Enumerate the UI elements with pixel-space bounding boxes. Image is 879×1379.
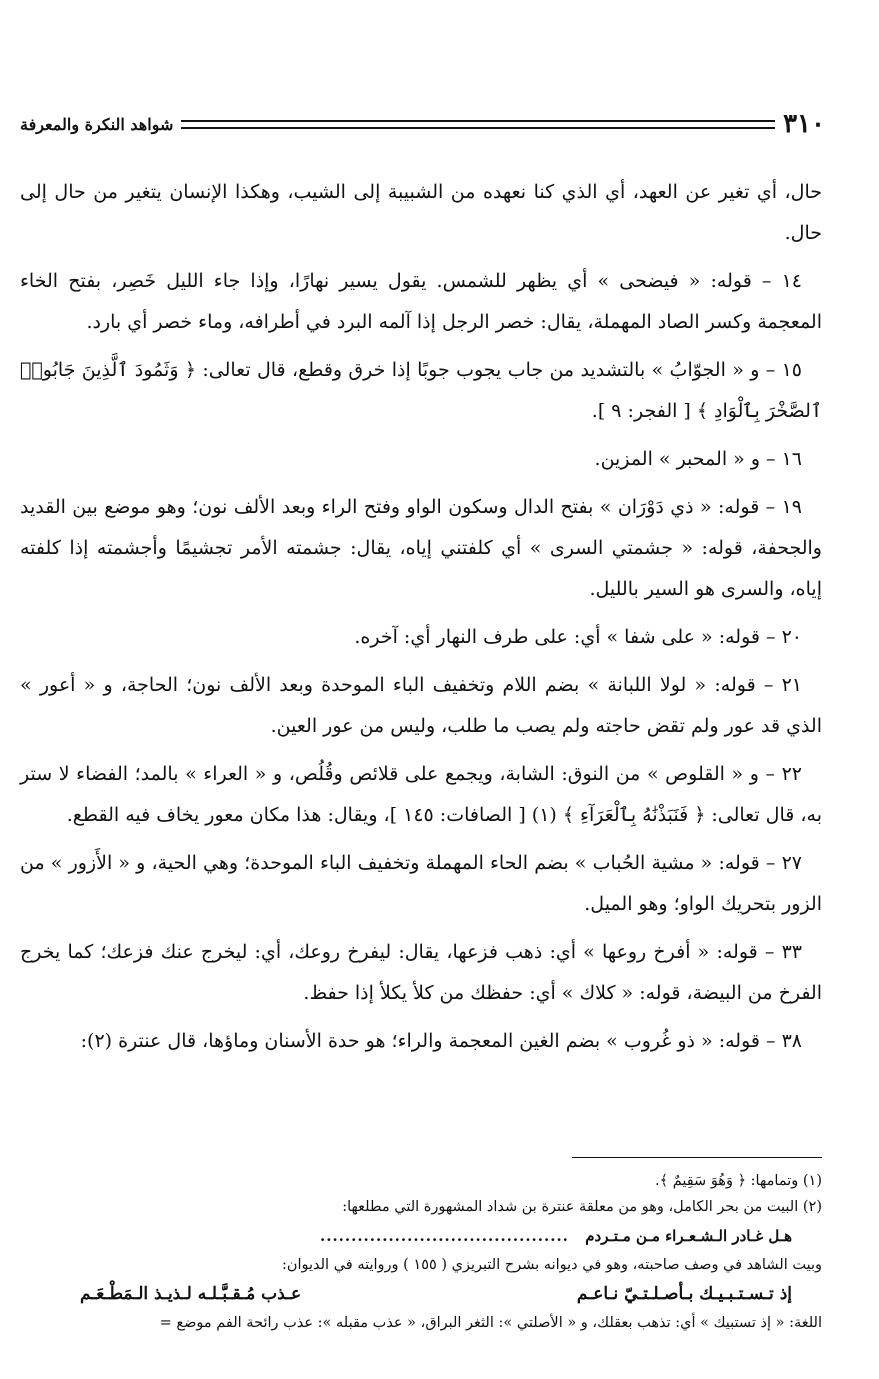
page-number: ٣١٠ [783,109,825,139]
verse-hemistich: هـل غـادر الـشـعـراء مـن مـتـردم [585,1227,792,1245]
verse-line [20,1278,822,1310]
footnote-separator [572,1157,822,1158]
page-header [20,104,825,144]
header-rule [181,120,775,129]
paragraph: ١٥ – و « الجوّابُ » بالتشديد من جاب يجوب جوبًا إذا خرق وقطع، قال تعالى: ﴿ وَثَمُودَ ٱلَّذِينَ جَابُوا۟ ٱلصَّخْرَ بِٱلْوَادِ ﴾ [ الفجر: ٩ ]. [20,359,822,422]
paragraph: ٢٠ – قوله: « على شفا » أي: على طرف النهار أي: آخره. [354,626,802,648]
footnote-2: (٢) البيت من بحر الكامل، وهو من معلقة عنترة بن شداد المشهورة التي مطلعها: [342,1199,822,1215]
paragraph: ٢٧ – قوله: « مشية الحُباب » بضم الحاء المهملة وتخفيف الباء الموحدة؛ وهي الحية، و « الأَزور » من الزور بتحريك الواو؛ وهو الميل. [20,852,822,915]
footnote-2-continued: وبيت الشاهد في وصف صاحبته، وهو في ديوانه بشرح التبريزي ( ١٥٥ ) وروايته في الديوان: [281,1257,822,1273]
main-text [20,172,822,1069]
paragraph: ٢١ – قوله: « لولا اللبانة » بضم اللام وتخفيف الباء الموحدة وبعد الألف نون؛ الحاجة، و « أعور » الذي قد عور ولم تقض حاجته ولم يصب ما طلب، وليس من عور العين. [20,674,822,737]
paragraph: ١٤ – قوله: « فيضحى » أي يظهر للشمس. يقول يسير نهارًا، وإذا جاء الليل خَصِر، بفتح الخاء المعجمة وكسر الصاد المهملة، يقال: خصر الرجل إذا آلمه البرد في أطرافه، وماء خصر أي بارد. [20,270,822,333]
footnotes [20,1168,822,1336]
verse-ellipsis: ........................................ [320,1227,569,1245]
lexicon-note: اللغة: « إذ تستبيك » أي: تذهب بعقلك، و « الأصلتي »: الثغر البراق، « عذب مقبله »: عذب رائحة الفم موضع = [159,1315,822,1331]
paragraph: ٢٢ – و « القلوص » من النوق: الشابة، ويجمع على قلائص وقُلُص، و « العراء » بالمد؛ الفضاء لا ستر به، قال تعالى: ﴿ فَنَبَذْنَٰهُ بِٱلْعَرَآءِ ﴾ (١) [ الصافات: ١٤٥ ]، ويقال: هذا مكان معور يخاف فيه القطع. [20,763,822,826]
paragraph: حال، أي تغير عن العهد، أي الذي كنا نعهده من الشبيبة إلى الشيب، وهكذا الإنسان يتغير من حال إلى حال. [20,181,822,244]
paragraph: ١٦ – و « المحبر » المزين. [594,448,802,470]
verse-line [20,1220,822,1252]
verse-hemistich: إذ تـسـتـبـيـك بـأصـلـتـيّ نـاعـم [576,1284,792,1304]
running-title: شواهد النكرة والمعرفة [20,114,174,134]
paragraph: ١٩ – قوله: « ذي دَوْرَان » بفتح الدال وسكون الواو وفتح الراء وبعد الألف نون؛ وهو موضع بين القديد والجحفة، قوله: « جشمتي السرى » أي كلفتني إياه، يقال: جشمته الأمر تجشيمًا وأجشمته إذا كلفته إياه، والسرى هو السير بالليل. [20,496,822,600]
paragraph: ٣٣ – قوله: « أفرخ روعها » أي: ذهب فزعها، يقال: ليفرخ روعك، أي: ليخرج عنك فزعك؛ كما يخرج الفرخ من البيضة، قوله: « كلاك » أي: حفظك من كلأ يكلأ إذا حفظ. [20,941,822,1004]
paragraph: ٣٨ – قوله: « ذو غُروب » بضم الغين المعجمة والراء؛ هو حدة الأسنان وماؤها، قال عنترة (٢): [80,1030,802,1052]
footnote-1: (١) وتمامها: ﴿ وَهُوَ سَقِيمٌ ﴾. [654,1173,822,1189]
verse-hemistich: عـذب مُـقـبَّـلـه لـذيـذ الـمَطْـعَـم [80,1284,302,1304]
